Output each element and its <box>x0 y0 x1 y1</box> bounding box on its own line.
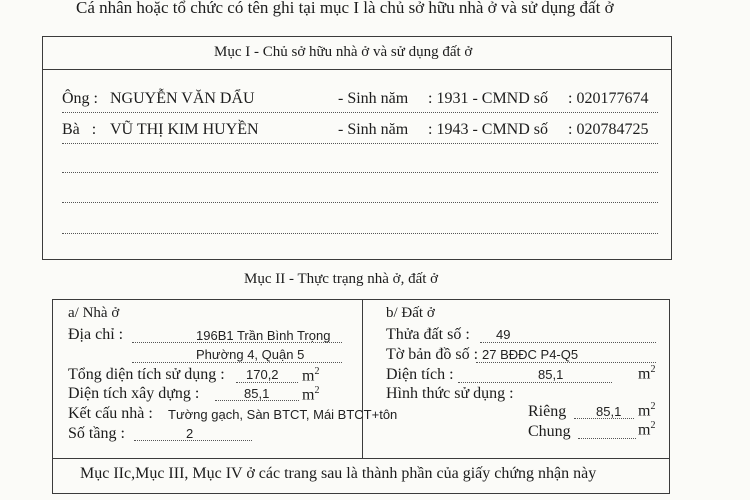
private-value: 85,1 <box>596 404 622 419</box>
built-area-label: Diện tích xây dựng : <box>68 385 200 402</box>
owner-name: NGUYỄN VĂN DẨU <box>110 90 255 107</box>
footer-note: Mục IIc,Mục III, Mục IV ở các trang sau là thành phần của giấy chứng nhận này <box>80 465 597 482</box>
section-2-title: Mục II - Thực trạng nhà ở, đất ở <box>244 271 439 287</box>
land-area-label: Diện tích : <box>386 366 454 383</box>
shared-unit: $m^2$ <box>638 420 656 439</box>
private-unit: $m^2$ <box>638 401 656 420</box>
address-line-1: 196B1 Trần Bình Trọng <box>196 328 331 343</box>
private-label: Riêng <box>528 403 567 420</box>
empty-line <box>62 172 658 173</box>
structure-value: Tường gạch, Sàn BTCT, Mái BTCT+tôn <box>168 407 398 422</box>
empty-line <box>62 233 658 234</box>
empty-line <box>62 202 658 203</box>
map-label: Tờ bản đồ số : <box>386 346 479 363</box>
total-area-label: Tổng diện tích sử dụng : <box>68 366 225 383</box>
land-heading: b/ Đất ở <box>386 305 435 321</box>
owner-birth-label: - Sinh năm <box>338 121 409 138</box>
land-area-unit: $m^2$ <box>638 364 656 383</box>
floors-value: 2 <box>186 426 194 441</box>
total-area-value: 170,2 <box>246 367 279 382</box>
plot-value: 49 <box>496 327 511 342</box>
owner-id-number: : 020177674 <box>568 90 649 107</box>
shared-label: Chung <box>528 423 571 440</box>
house-heading: a/ Nhà ở <box>68 305 120 321</box>
built-area-value: 85,1 <box>244 386 270 401</box>
owner-birth-label: - Sinh năm <box>338 90 409 107</box>
floors-label: Số tầng : <box>68 425 125 442</box>
owner-prefix: Bà : <box>62 121 97 138</box>
usage-label: Hình thức sử dụng : <box>386 385 514 402</box>
section-1-title: Mục I - Chủ sở hữu nhà ở và sử dụng đất ở <box>214 44 473 60</box>
owner-id-number: : 020784725 <box>568 121 649 138</box>
owner-prefix: Ông : <box>62 90 98 107</box>
owner-birth-year: : 1931 - CMND số <box>428 90 549 107</box>
built-area-unit: $m^2$ <box>302 385 320 404</box>
total-area-unit: $m^2$ <box>302 366 320 385</box>
structure-label: Kết cấu nhà : <box>68 405 153 422</box>
map-value: 27 BĐĐC P4-Q5 <box>482 347 579 362</box>
owner-birth-year: : 1943 - CMND số <box>428 121 549 138</box>
address-line-2: Phường 4, Quận 5 <box>196 347 305 362</box>
land-area-value: 85,1 <box>538 367 564 382</box>
plot-label: Thửa đất số : <box>386 326 470 343</box>
top-note: Cá nhân hoặc tổ chức có tên ghi tại mục I là chủ sở hữu nhà ở và sử dụng đất ở <box>76 0 614 17</box>
owner-name: VŨ THỊ KIM HUYỀN <box>110 121 259 138</box>
address-label: Địa chỉ : <box>68 326 124 343</box>
